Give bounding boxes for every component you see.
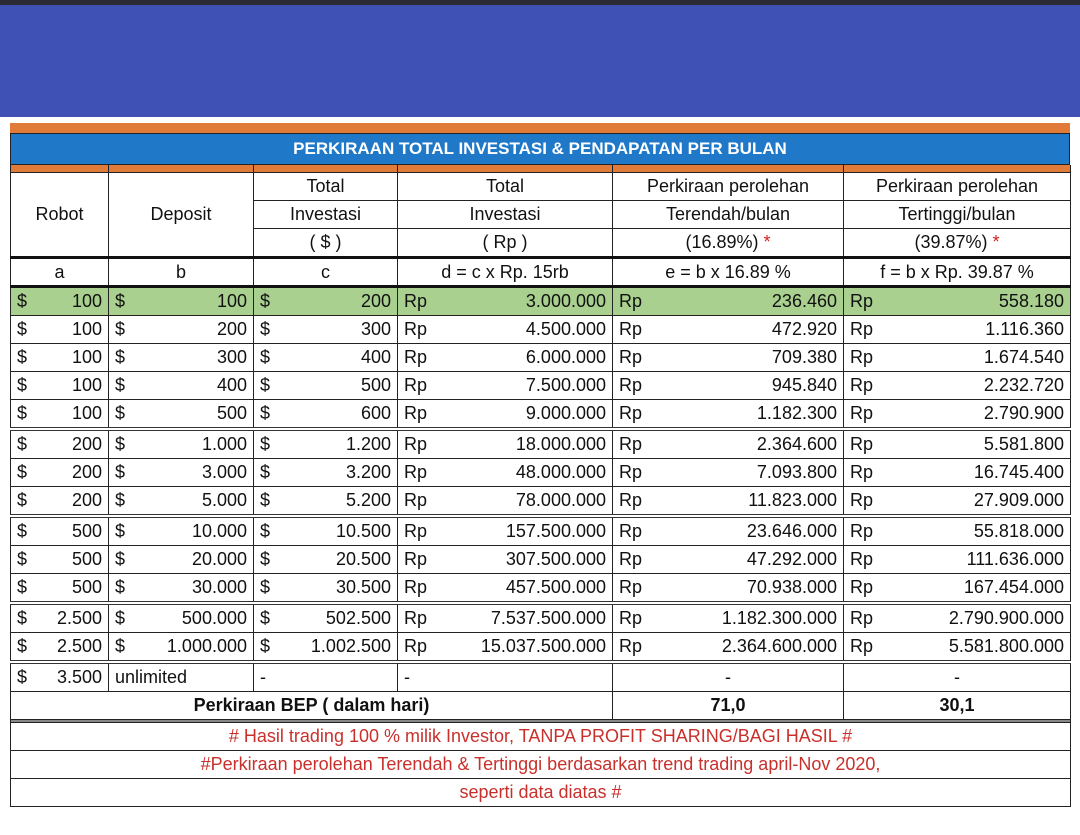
cell-robot [11, 372, 109, 400]
currency-symbol: Rp [850, 375, 874, 395]
unlimited-row [11, 662, 1071, 692]
cell-total-usd [254, 459, 398, 487]
cell-value: 200 [216, 319, 247, 339]
cell-high [844, 459, 1071, 487]
currency-symbol: $ [260, 403, 271, 423]
currency-symbol: Rp [404, 375, 428, 395]
bep-low: 71,0 [613, 692, 844, 720]
currency-symbol: Rp [850, 434, 874, 454]
cell-total-usd [254, 487, 398, 517]
header-total-usd-2: Investasi [254, 201, 398, 229]
currency-symbol: Rp [619, 319, 643, 339]
currency-symbol: Rp [404, 636, 428, 656]
cell-total-usd [254, 603, 398, 633]
cell-low [613, 546, 844, 574]
cell-value: 500 [71, 521, 102, 541]
cell-value: 1.182.300 [756, 403, 837, 423]
currency-symbol: Rp [850, 577, 874, 597]
cell-value: 157.500.000 [505, 521, 606, 541]
cell-total-rp [398, 516, 613, 546]
currency-symbol: Rp [619, 462, 643, 482]
usd-symbol: $ [17, 667, 28, 687]
cell-high [844, 516, 1071, 546]
cell-total-rp [398, 429, 613, 459]
currency-symbol: $ [115, 291, 126, 311]
cell-total-usd [254, 400, 398, 430]
currency-symbol: Rp [619, 291, 643, 311]
currency-symbol: $ [115, 636, 126, 656]
cell-robot [11, 516, 109, 546]
cell-value: 4.500.000 [525, 319, 606, 339]
cell-high [844, 487, 1071, 517]
cell-value: 200 [71, 462, 102, 482]
high-pct: (39.87%) [914, 232, 988, 252]
cell-value: 500 [71, 549, 102, 569]
cell-low [613, 459, 844, 487]
cell-value: 3.000 [201, 462, 247, 482]
bep-label: Perkiraan BEP ( dalam hari) [11, 692, 613, 720]
formula-a: a [11, 258, 109, 287]
table-row [11, 459, 1071, 487]
investment-table [10, 165, 1071, 807]
cell-deposit [109, 429, 254, 459]
cell-value: 2.790.900.000 [948, 608, 1064, 628]
bep-high: 30,1 [844, 692, 1071, 720]
cell-value: 709.380 [771, 347, 837, 367]
cell-value: 20.000 [191, 549, 247, 569]
cell-total-rp [398, 372, 613, 400]
cell-value: 5.581.800.000 [948, 636, 1064, 656]
cell-deposit [109, 574, 254, 604]
cell-high [844, 344, 1071, 372]
cell-total-rp [398, 633, 613, 663]
currency-symbol: $ [17, 375, 28, 395]
currency-symbol: $ [17, 434, 28, 454]
cell-total-usd [254, 633, 398, 663]
header-row-1 [11, 173, 1071, 201]
cell-value: 30.500 [335, 577, 391, 597]
cell-low [613, 400, 844, 430]
cell-deposit [109, 546, 254, 574]
header-total-rp: Total [398, 173, 613, 201]
currency-symbol: Rp [850, 608, 874, 628]
currency-symbol: $ [17, 462, 28, 482]
cell-value: 400 [216, 375, 247, 395]
cell-robot [11, 287, 109, 316]
formula-f: f = b x Rp. 39.87 % [844, 258, 1071, 287]
cell-deposit [109, 344, 254, 372]
note-2 [11, 751, 1071, 779]
cell-total-rp [398, 487, 613, 517]
header-low-2: Terendah/bulan [613, 201, 844, 229]
note-text: seperti data diatas # [11, 779, 1071, 807]
bep-row [11, 692, 1071, 720]
cell-high [844, 603, 1071, 633]
cell-value: 30.000 [191, 577, 247, 597]
currency-symbol: Rp [619, 434, 643, 454]
header-low-pct [613, 229, 844, 258]
cell-value: 457.500.000 [505, 577, 606, 597]
currency-symbol: Rp [619, 375, 643, 395]
cell-total-rp [398, 287, 613, 316]
cell-total-usd [254, 287, 398, 316]
currency-symbol: Rp [850, 291, 874, 311]
formula-e: e = b x 16.89 % [613, 258, 844, 287]
cell-robot [11, 603, 109, 633]
cell-value: 100 [216, 291, 247, 311]
cell-total-rp [398, 344, 613, 372]
cell-deposit [109, 603, 254, 633]
cell-robot [11, 400, 109, 430]
cell-low [613, 287, 844, 316]
currency-symbol: $ [17, 403, 28, 423]
currency-symbol: Rp [404, 434, 428, 454]
cell-value: 27.909.000 [973, 490, 1064, 510]
cell-value: 236.460 [771, 291, 837, 311]
accent-bar [10, 123, 1070, 133]
cell-low [613, 344, 844, 372]
cell-total-usd [254, 546, 398, 574]
header-total-usd: Total [254, 173, 398, 201]
currency-symbol: Rp [619, 549, 643, 569]
currency-symbol: Rp [850, 490, 874, 510]
currency-symbol: $ [17, 608, 28, 628]
header-high-2: Tertinggi/bulan [844, 201, 1071, 229]
cell-value: 5.000 [201, 490, 247, 510]
cell-total-usd [254, 516, 398, 546]
high-value: - [844, 662, 1071, 692]
currency-symbol: $ [115, 490, 126, 510]
asterisk: * [992, 232, 1000, 252]
cell-robot [11, 429, 109, 459]
currency-symbol: Rp [619, 490, 643, 510]
cell-low [613, 633, 844, 663]
cell-robot [11, 662, 109, 692]
cell-value: 300 [216, 347, 247, 367]
cell-low [613, 316, 844, 344]
table-title: PERKIRAAN TOTAL INVESTASI & PENDAPATAN PER BULAN [10, 133, 1070, 165]
header-high: Perkiraan perolehan [844, 173, 1071, 201]
cell-low [613, 372, 844, 400]
cell-low [613, 603, 844, 633]
cell-deposit [109, 487, 254, 517]
formula-row [11, 258, 1071, 287]
currency-symbol: Rp [619, 608, 643, 628]
header-unit-usd: ( $ ) [254, 229, 398, 258]
table-row [11, 316, 1071, 344]
currency-symbol: Rp [850, 521, 874, 541]
currency-symbol: $ [260, 521, 271, 541]
cell-robot [11, 487, 109, 517]
currency-symbol: $ [260, 291, 271, 311]
cell-value: 7.093.800 [756, 462, 837, 482]
cell-robot [11, 459, 109, 487]
currency-symbol: $ [260, 462, 271, 482]
cell-value: 2.500 [56, 636, 102, 656]
currency-symbol: Rp [619, 636, 643, 656]
cell-value: 9.000.000 [525, 403, 606, 423]
currency-symbol: $ [115, 347, 126, 367]
cell-value: 1.200 [345, 434, 391, 454]
currency-symbol: Rp [850, 462, 874, 482]
table-row [11, 546, 1071, 574]
currency-symbol: Rp [619, 347, 643, 367]
currency-symbol: $ [17, 490, 28, 510]
cell-high [844, 546, 1071, 574]
cell-high [844, 316, 1071, 344]
cell-total-usd [254, 429, 398, 459]
cell-high [844, 574, 1071, 604]
table-row [11, 287, 1071, 316]
cell-high [844, 372, 1071, 400]
currency-symbol: $ [115, 577, 126, 597]
formula-d: d = c x Rp. 15rb [398, 258, 613, 287]
cell-low [613, 429, 844, 459]
header-low: Perkiraan perolehan [613, 173, 844, 201]
cell-high [844, 287, 1071, 316]
currency-symbol: Rp [850, 636, 874, 656]
currency-symbol: Rp [404, 490, 428, 510]
header-deposit: Deposit [109, 173, 254, 258]
cell-high [844, 400, 1071, 430]
table-row [11, 400, 1071, 430]
cell-deposit [109, 287, 254, 316]
currency-symbol: Rp [404, 462, 428, 482]
currency-symbol: $ [260, 549, 271, 569]
cell-deposit [109, 633, 254, 663]
cell-value: 472.920 [771, 319, 837, 339]
note-text: # Hasil trading 100 % milik Investor, TANPA PROFIT SHARING/BAGI HASIL # [11, 723, 1071, 751]
cell-low [613, 487, 844, 517]
cell-value: 2.364.600 [756, 434, 837, 454]
currency-symbol: Rp [404, 403, 428, 423]
currency-symbol: Rp [850, 319, 874, 339]
currency-symbol: Rp [404, 549, 428, 569]
cell-value: 300 [360, 319, 391, 339]
currency-symbol: $ [17, 291, 28, 311]
currency-symbol: $ [115, 434, 126, 454]
currency-symbol: Rp [619, 403, 643, 423]
table-row [11, 574, 1071, 604]
cell-total-usd [254, 344, 398, 372]
currency-symbol: $ [260, 347, 271, 367]
cell-value: 500 [360, 375, 391, 395]
cell-total-usd [254, 372, 398, 400]
currency-symbol: Rp [850, 403, 874, 423]
currency-symbol: $ [17, 636, 28, 656]
cell-value: 1.000.000 [166, 636, 247, 656]
cell-total-rp [398, 316, 613, 344]
currency-symbol: Rp [404, 577, 428, 597]
cell-total-rp [398, 546, 613, 574]
currency-symbol: Rp [404, 319, 428, 339]
currency-symbol: $ [260, 319, 271, 339]
cell-value: 100 [71, 319, 102, 339]
cell-value: 6.000.000 [525, 347, 606, 367]
cell-value: 23.646.000 [746, 521, 837, 541]
cell-value: 78.000.000 [515, 490, 606, 510]
currency-symbol: $ [260, 636, 271, 656]
cell-robot [11, 316, 109, 344]
cell-value: 10.500 [335, 521, 391, 541]
table-row [11, 372, 1071, 400]
cell-value: 2.790.900 [983, 403, 1064, 423]
cell-robot [11, 574, 109, 604]
cell-value: 200 [360, 291, 391, 311]
table-row [11, 344, 1071, 372]
cell-deposit [109, 372, 254, 400]
cell-value: 55.818.000 [973, 521, 1064, 541]
cell-deposit [109, 316, 254, 344]
cell-value: 48.000.000 [515, 462, 606, 482]
table-row [11, 487, 1071, 517]
cell-value: 600 [360, 403, 391, 423]
currency-symbol: $ [115, 375, 126, 395]
cell-total-rp [398, 574, 613, 604]
cell-value: 1.182.300.000 [721, 608, 837, 628]
cell-value: 1.002.500 [310, 636, 391, 656]
cell-value: 100 [71, 347, 102, 367]
cell-value: 7.537.500.000 [490, 608, 606, 628]
currency-symbol: Rp [619, 577, 643, 597]
cell-value: 15.037.500.000 [480, 636, 606, 656]
header-banner [0, 5, 1080, 117]
cell-total-usd [254, 316, 398, 344]
cell-value: 70.938.000 [746, 577, 837, 597]
cell-high [844, 633, 1071, 663]
header-total-rp-2: Investasi [398, 201, 613, 229]
cell-value: 20.500 [335, 549, 391, 569]
cell-total-rp [398, 459, 613, 487]
currency-symbol: $ [115, 319, 126, 339]
total-usd-value: - [254, 662, 398, 692]
header-high-pct [844, 229, 1071, 258]
cell-value: 7.500.000 [525, 375, 606, 395]
cell-total-rp [398, 603, 613, 633]
currency-symbol: Rp [404, 521, 428, 541]
cell-value: 11.823.000 [748, 490, 837, 510]
cell-value: 1.000 [201, 434, 247, 454]
cell-value: 2.364.600.000 [721, 636, 837, 656]
cell-value: 945.840 [771, 375, 837, 395]
currency-symbol: Rp [850, 549, 874, 569]
low-pct: (16.89%) [685, 232, 759, 252]
cell-value: 500 [216, 403, 247, 423]
currency-symbol: $ [260, 375, 271, 395]
cell-total-rp [398, 400, 613, 430]
currency-symbol: $ [17, 549, 28, 569]
formula-c: c [254, 258, 398, 287]
cell-value: 18.000.000 [515, 434, 606, 454]
currency-symbol: $ [260, 577, 271, 597]
currency-symbol: $ [115, 549, 126, 569]
currency-symbol: $ [17, 347, 28, 367]
cell-high [844, 429, 1071, 459]
total-rp-value: - [398, 662, 613, 692]
currency-symbol: Rp [404, 608, 428, 628]
cell-value: 3.000.000 [525, 291, 606, 311]
cell-value: 111.636.000 [966, 549, 1064, 569]
cell-total-usd [254, 574, 398, 604]
cell-value: 500.000 [181, 608, 247, 628]
cell-low [613, 516, 844, 546]
cell-value: 500 [71, 577, 102, 597]
currency-symbol: $ [115, 462, 126, 482]
cell-value: 3.200 [345, 462, 391, 482]
currency-symbol: $ [17, 319, 28, 339]
cell-value: 5.200 [345, 490, 391, 510]
cell-deposit [109, 516, 254, 546]
currency-symbol: $ [115, 403, 126, 423]
cell-value: 400 [360, 347, 391, 367]
note-1 [11, 723, 1071, 751]
header-unit-rp: ( Rp ) [398, 229, 613, 258]
currency-symbol: $ [115, 521, 126, 541]
cell-value: 2.232.720 [983, 375, 1064, 395]
cell-value: 10.000 [191, 521, 247, 541]
robot-value: 3.500 [56, 667, 102, 687]
currency-symbol: $ [260, 490, 271, 510]
cell-low [613, 574, 844, 604]
note-3 [11, 779, 1071, 807]
cell-value: 200 [71, 490, 102, 510]
cell-value: 558.180 [998, 291, 1064, 311]
cell-value: 1.674.540 [983, 347, 1064, 367]
note-text: #Perkiraan perolehan Terendah & Tertinggi berdasarkan trend trading april-Nov 2020, [11, 751, 1071, 779]
cell-robot [11, 344, 109, 372]
currency-symbol: Rp [404, 291, 428, 311]
cell-value: 2.500 [56, 608, 102, 628]
header-robot: Robot [11, 173, 109, 258]
asterisk: * [763, 232, 771, 252]
table-row [11, 429, 1071, 459]
deposit-value: unlimited [109, 662, 254, 692]
cell-value: 200 [71, 434, 102, 454]
cell-value: 5.581.800 [983, 434, 1064, 454]
cell-value: 502.500 [325, 608, 391, 628]
cell-value: 47.292.000 [746, 549, 837, 569]
currency-symbol: $ [260, 608, 271, 628]
formula-b: b [109, 258, 254, 287]
currency-symbol: Rp [850, 347, 874, 367]
currency-symbol: Rp [404, 347, 428, 367]
cell-deposit [109, 459, 254, 487]
currency-symbol: $ [115, 608, 126, 628]
cell-value: 100 [71, 375, 102, 395]
low-value: - [613, 662, 844, 692]
cell-value: 100 [71, 291, 102, 311]
cell-value: 100 [71, 403, 102, 423]
cell-deposit [109, 400, 254, 430]
cell-value: 1.116.360 [985, 319, 1064, 339]
cell-value: 167.454.000 [963, 577, 1064, 597]
cell-robot [11, 633, 109, 663]
table-row [11, 516, 1071, 546]
currency-symbol: Rp [619, 521, 643, 541]
cell-value: 307.500.000 [505, 549, 606, 569]
currency-symbol: $ [17, 521, 28, 541]
cell-robot [11, 546, 109, 574]
currency-symbol: $ [17, 577, 28, 597]
table-row [11, 633, 1071, 663]
cell-value: 16.745.400 [973, 462, 1064, 482]
currency-symbol: $ [260, 434, 271, 454]
table-row [11, 603, 1071, 633]
